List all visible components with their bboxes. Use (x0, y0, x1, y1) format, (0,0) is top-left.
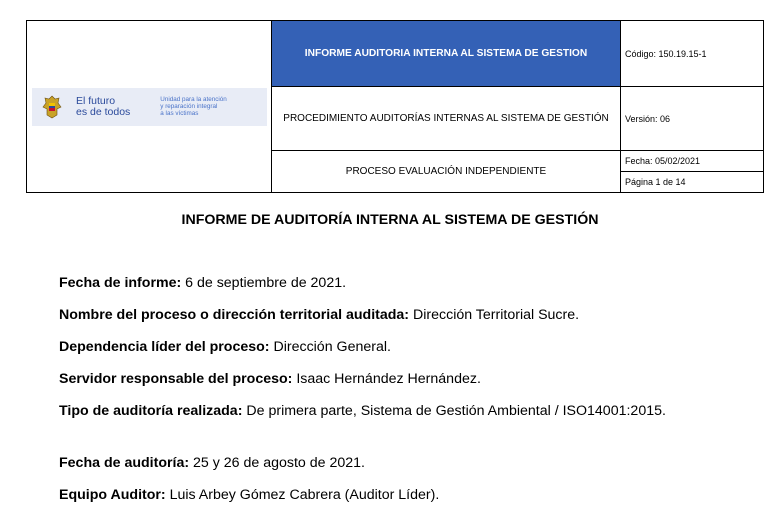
field-label: Dependencia líder del proceso: (59, 339, 270, 355)
field-audit-date (59, 455, 720, 472)
field-value: Luis Arbey Gómez Cabrera (Auditor Líder). (165, 487, 440, 503)
field-audit-team (59, 487, 720, 504)
logo-entity-name: Unidad para la atención y reparación integral a las víctimas (160, 96, 227, 117)
header-process: PROCESO EVALUACIÓN INDEPENDIENTE (272, 150, 621, 192)
document-title: INFORME DE AUDITORÍA INTERNA AL SISTEMA DE GESTIÓN (181, 212, 599, 228)
field-audit-type (59, 403, 720, 420)
field-value: Isaac Hernández Hernández. (292, 371, 481, 387)
field-label: Equipo Auditor: (59, 487, 166, 503)
field-value: 25 y 26 de agosto de 2021. (189, 455, 365, 471)
header-procedure: PROCEDIMIENTO AUDITORÍAS INTERNAS AL SISTEMA DE GESTIÓN (272, 87, 621, 150)
field-report-date (59, 275, 720, 292)
field-label: Fecha de informe: (59, 275, 182, 291)
field-value: Dirección Territorial Sucre. (409, 307, 580, 323)
field-label: Servidor responsable del proceso: (59, 371, 293, 387)
field-value: De primera parte, Sistema de Gestión Ambiental / ISO14001:2015. (242, 403, 666, 419)
colombia-seal-icon (42, 95, 62, 119)
organization-logo (32, 88, 267, 126)
field-label: Nombre del proceso o dirección territorial auditada: (59, 307, 410, 323)
header-page-number: Página 1 de 14 (621, 171, 764, 192)
field-label: Fecha de auditoría: (59, 455, 190, 471)
field-value: Dirección General. (269, 339, 391, 355)
field-responsible-official (59, 371, 720, 388)
header-version: Versión: 06 (621, 87, 764, 150)
header-date: Fecha: 05/02/2021 (621, 150, 764, 171)
field-label: Tipo de auditoría realizada: (59, 403, 243, 419)
document-header-table (26, 20, 764, 193)
logo-slogan: El futuro es de todos (76, 94, 131, 118)
logo-cell (27, 21, 272, 193)
field-value: 6 de septiembre de 2021. (181, 275, 347, 291)
header-title: INFORME AUDITORIA INTERNA AL SISTEMA DE GESTION (272, 21, 621, 87)
field-lead-dependency (59, 339, 720, 356)
header-code: Código: 150.19.15-1 (621, 21, 764, 87)
field-audited-process (59, 307, 720, 324)
